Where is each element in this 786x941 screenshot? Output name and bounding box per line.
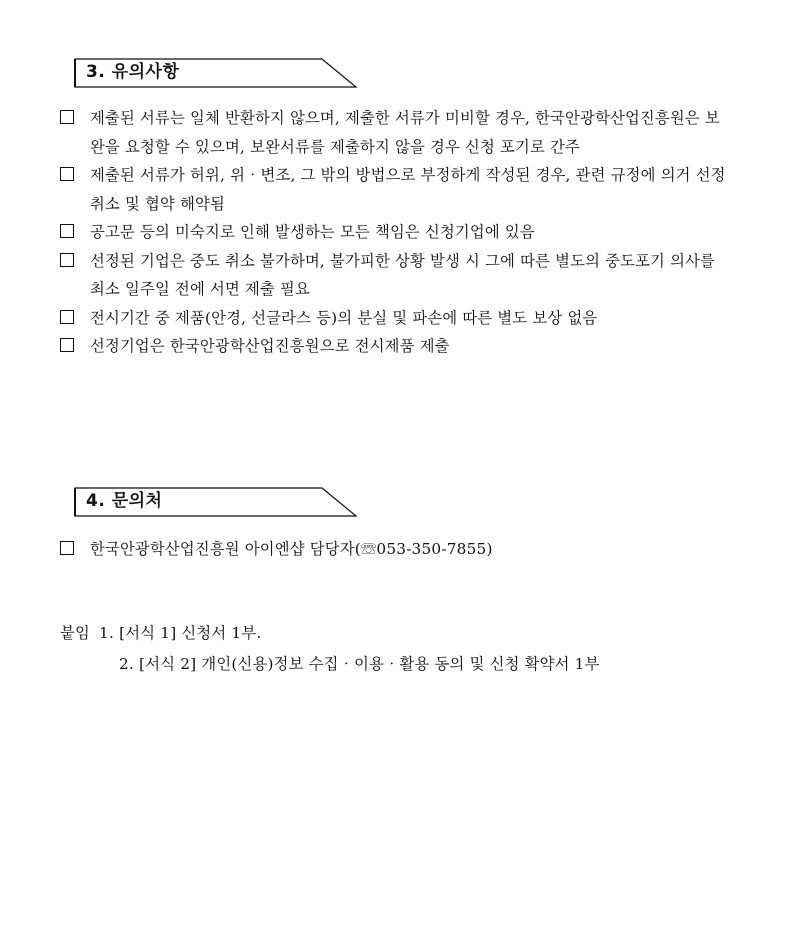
attachments [60,618,600,680]
checkbox-square-icon [60,541,74,555]
attachment-prefix: 붙임 [60,624,90,642]
checkbox-square-icon [60,310,74,324]
checkbox-square-icon [60,338,74,352]
contact-list [60,535,728,564]
section-4-heading [74,487,358,517]
notice-list [60,104,728,361]
list-item: 제출된 서류는 일체 반환하지 않으며, 제출한 서류가 미비할 경우, 한국안광학산업진흥원은 보완을 요청할 수 있으며, 보완서류를 제출하지 않을 경우 신청 포기로 간주 [60,104,728,161]
attachment-item: 2. [서식 2] 개인(신용)정보 수집‧이용‧활용 동의 및 신청 확약서 1부 [119,655,600,673]
list-item: 한국안광학산업진흥원 아이엔샵 담당자(☏053-350-7855) [60,535,728,564]
checkbox-square-icon [60,167,74,181]
list-item: 선정된 기업은 중도 취소 불가하며, 불가피한 상황 발생 시 그에 따른 별도의 중도포기 의사를 최소 일주일 전에 서면 제출 필요 [60,247,728,304]
list-item: 제출된 서류가 허위, 위‧변조, 그 밖의 방법으로 부정하게 작성된 경우, 관련 규정에 의거 선정 취소 및 협약 해약됨 [60,161,728,218]
list-item: 선정기업은 한국안광학산업진흥원으로 전시제품 제출 [60,332,728,361]
section-3-heading [74,58,358,88]
section-3-title: 3. 유의사항 [86,62,180,82]
list-item: 공고문 등의 미숙지로 인해 발생하는 모든 책임은 신청기업에 있음 [60,218,728,247]
attachment-row-2 [60,649,600,680]
section-4-title: 4. 문의처 [86,491,163,511]
checkbox-square-icon [60,224,74,238]
attachment-row-1 [60,618,600,649]
checkbox-square-icon [60,110,74,124]
checkbox-square-icon [60,253,74,267]
attachment-item: 1. [서식 1] 신청서 1부. [99,624,262,642]
list-item: 전시기간 중 제품(안경, 선글라스 등)의 분실 및 파손에 따른 별도 보상 없음 [60,304,728,333]
